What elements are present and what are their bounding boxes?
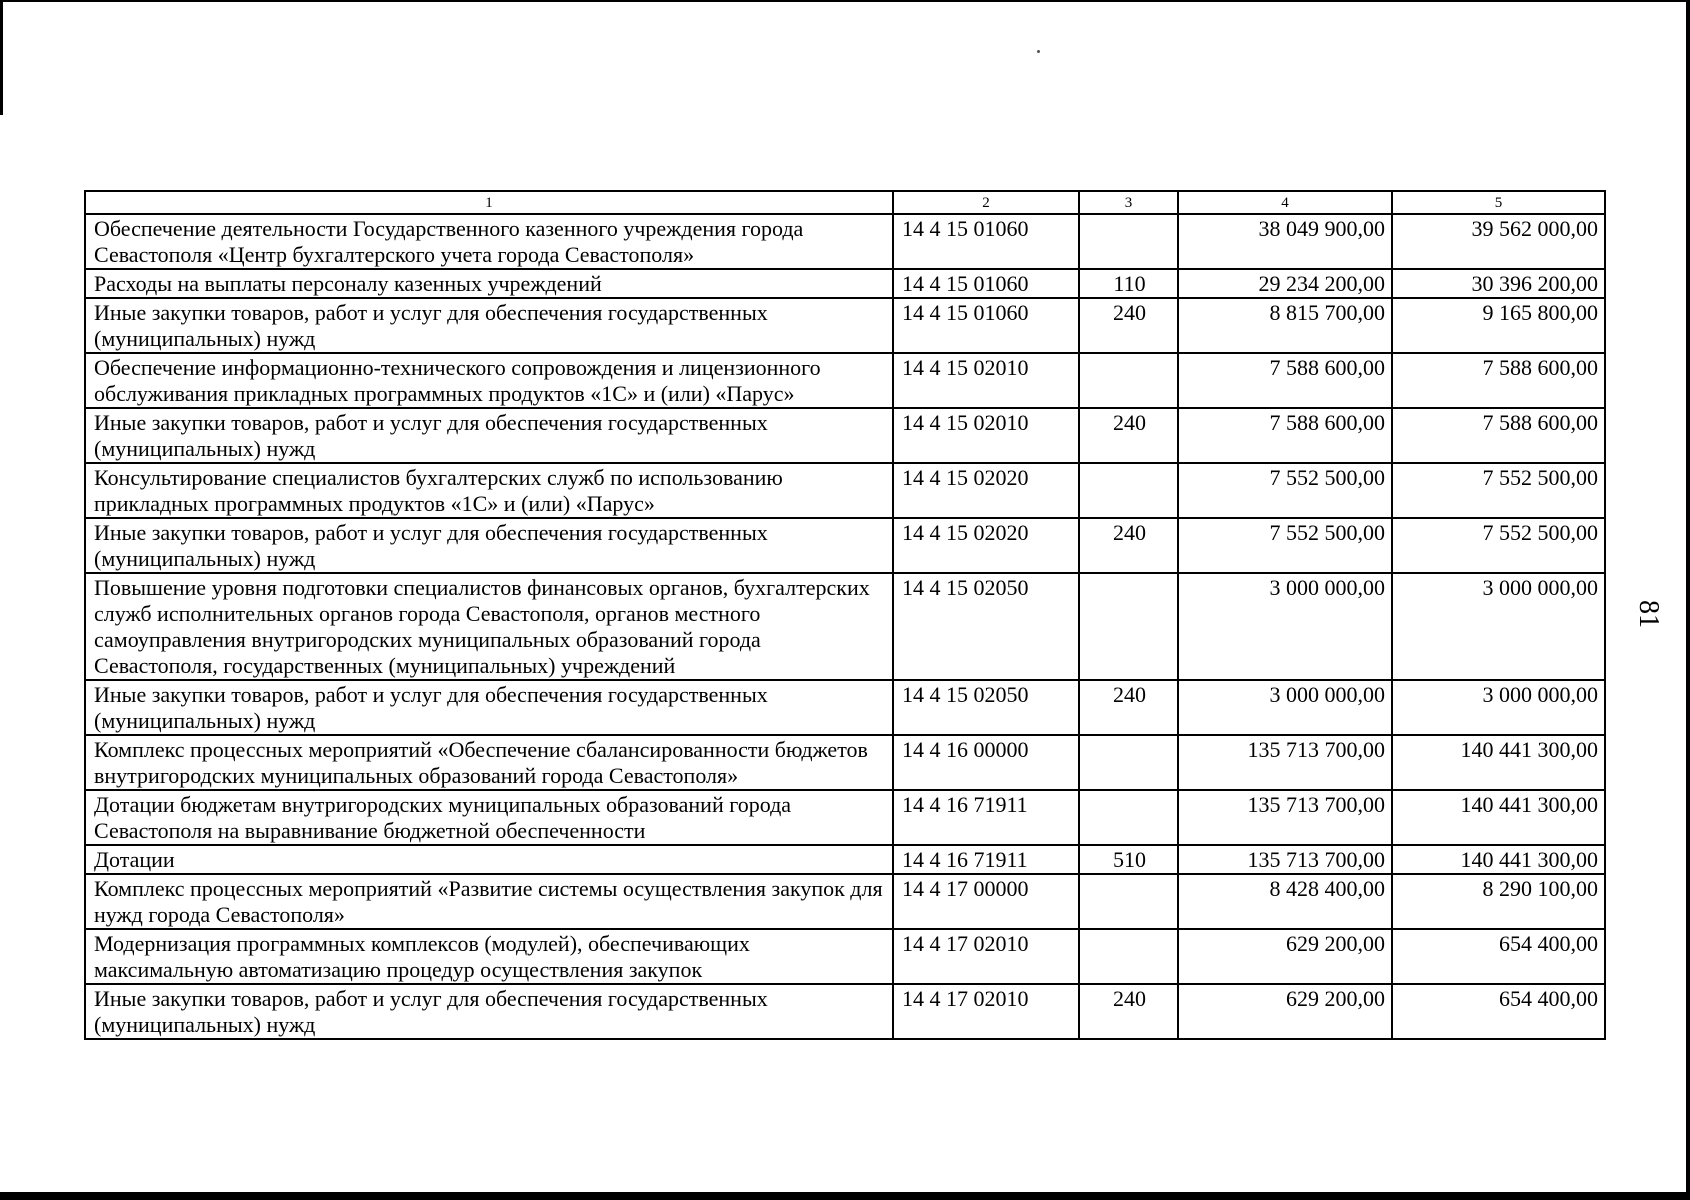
expense-type-code-cell [1079,353,1178,408]
expense-type-code-cell: 240 [1079,680,1178,735]
scan-border-top [0,0,1690,2]
row-name-cell: Комплекс процессных мероприятий «Обеспечение сбалансированности бюджетов внутригородских муниципальных образований города Севастополя» [85,735,893,790]
amount-year1-cell: 7 552 500,00 [1178,463,1392,518]
expense-type-code-cell [1079,790,1178,845]
scan-border-left [0,0,3,115]
table-row [85,874,1605,929]
table-row [85,214,1605,269]
budget-table [84,190,1606,1040]
column-header: 5 [1392,191,1605,214]
table-row [85,269,1605,298]
amount-year1-cell: 7 588 600,00 [1178,353,1392,408]
target-article-code-cell: 14 4 17 02010 [893,984,1079,1039]
expense-type-code-cell: 110 [1079,269,1178,298]
table-row [85,735,1605,790]
expense-type-code-cell [1079,573,1178,680]
column-header: 2 [893,191,1079,214]
column-header: 3 [1079,191,1178,214]
target-article-code-cell: 14 4 16 71911 [893,845,1079,874]
amount-year2-cell: 140 441 300,00 [1392,845,1605,874]
row-name-cell: Иные закупки товаров, работ и услуг для обеспечения государственных (муниципальных) нужд [85,298,893,353]
row-name-cell: Иные закупки товаров, работ и услуг для обеспечения государственных (муниципальных) нужд [85,680,893,735]
amount-year2-cell: 7 588 600,00 [1392,408,1605,463]
amount-year2-cell: 7 588 600,00 [1392,353,1605,408]
amount-year1-cell: 3 000 000,00 [1178,680,1392,735]
header-row [85,191,1605,214]
table-row [85,298,1605,353]
amount-year2-cell: 39 562 000,00 [1392,214,1605,269]
target-article-code-cell: 14 4 15 01060 [893,214,1079,269]
column-header: 4 [1178,191,1392,214]
table-row [85,573,1605,680]
expense-type-code-cell [1079,874,1178,929]
expense-type-code-cell: 240 [1079,984,1178,1039]
expense-type-code-cell: 240 [1079,298,1178,353]
amount-year1-cell: 29 234 200,00 [1178,269,1392,298]
amount-year1-cell: 629 200,00 [1178,929,1392,984]
scan-border-bottom [0,1192,1690,1200]
target-article-code-cell: 14 4 17 00000 [893,874,1079,929]
row-name-cell: Обеспечение деятельности Государственного казенного учреждения города Севастополя «Центр бухгалтерского учета города Севастополя» [85,214,893,269]
table-row [85,463,1605,518]
expense-type-code-cell [1079,735,1178,790]
amount-year2-cell: 30 396 200,00 [1392,269,1605,298]
amount-year2-cell: 7 552 500,00 [1392,518,1605,573]
target-article-code-cell: 14 4 16 00000 [893,735,1079,790]
target-article-code-cell: 14 4 15 02050 [893,573,1079,680]
amount-year2-cell: 140 441 300,00 [1392,735,1605,790]
expense-type-code-cell: 510 [1079,845,1178,874]
column-header: 1 [85,191,893,214]
row-name-cell: Повышение уровня подготовки специалистов финансовых органов, бухгалтерских служб исполнительных органов города Севастополя, органов местного самоуправления внутригородских муниципальных образований города Севастополя, государственных (муниципальных) учреждений [85,573,893,680]
amount-year2-cell: 654 400,00 [1392,929,1605,984]
amount-year2-cell: 8 290 100,00 [1392,874,1605,929]
target-article-code-cell: 14 4 15 02050 [893,680,1079,735]
target-article-code-cell: 14 4 15 02010 [893,353,1079,408]
table-row [85,790,1605,845]
target-article-code-cell: 14 4 16 71911 [893,790,1079,845]
expense-type-code-cell: 240 [1079,518,1178,573]
amount-year2-cell: 654 400,00 [1392,984,1605,1039]
amount-year2-cell: 9 165 800,00 [1392,298,1605,353]
amount-year2-cell: 3 000 000,00 [1392,680,1605,735]
amount-year1-cell: 7 588 600,00 [1178,408,1392,463]
row-name-cell: Консультирование специалистов бухгалтерских служб по использованию прикладных программных продуктов «1С» и (или) «Парус» [85,463,893,518]
expense-type-code-cell [1079,214,1178,269]
table-row [85,518,1605,573]
amount-year2-cell: 3 000 000,00 [1392,573,1605,680]
amount-year1-cell: 135 713 700,00 [1178,790,1392,845]
row-name-cell: Иные закупки товаров, работ и услуг для обеспечения государственных (муниципальных) нужд [85,408,893,463]
table-row [85,680,1605,735]
expense-type-code-cell [1079,463,1178,518]
table-row [85,408,1605,463]
amount-year1-cell: 7 552 500,00 [1178,518,1392,573]
row-name-cell: Иные закупки товаров, работ и услуг для обеспечения государственных (муниципальных) нужд [85,984,893,1039]
target-article-code-cell: 14 4 15 02020 [893,463,1079,518]
amount-year2-cell: 7 552 500,00 [1392,463,1605,518]
amount-year1-cell: 8 428 400,00 [1178,874,1392,929]
target-article-code-cell: 14 4 15 01060 [893,269,1079,298]
table-row [85,984,1605,1039]
amount-year1-cell: 629 200,00 [1178,984,1392,1039]
table-row [85,929,1605,984]
target-article-code-cell: 14 4 15 02020 [893,518,1079,573]
row-name-cell: Модернизация программных комплексов (модулей), обеспечивающих максимальную автоматизацию процедур осуществления закупок [85,929,893,984]
row-name-cell: Дотации бюджетам внутригородских муниципальных образований города Севастополя на выравнивание бюджетной обеспеченности [85,790,893,845]
page-number: 81 [1633,600,1664,628]
amount-year1-cell: 135 713 700,00 [1178,735,1392,790]
amount-year1-cell: 135 713 700,00 [1178,845,1392,874]
expense-type-code-cell: 240 [1079,408,1178,463]
target-article-code-cell: 14 4 17 02010 [893,929,1079,984]
target-article-code-cell: 14 4 15 02010 [893,408,1079,463]
row-name-cell: Обеспечение информационно-технического сопровождения и лицензионного обслуживания прикладных программных продуктов «1С» и (или) «Парус» [85,353,893,408]
row-name-cell: Дотации [85,845,893,874]
table-row [85,845,1605,874]
amount-year2-cell: 140 441 300,00 [1392,790,1605,845]
row-name-cell: Иные закупки товаров, работ и услуг для обеспечения государственных (муниципальных) нужд [85,518,893,573]
row-name-cell: Комплекс процессных мероприятий «Развитие системы осуществления закупок для нужд города Севастополя» [85,874,893,929]
amount-year1-cell: 8 815 700,00 [1178,298,1392,353]
amount-year1-cell: 3 000 000,00 [1178,573,1392,680]
row-name-cell: Расходы на выплаты персоналу казенных учреждений [85,269,893,298]
amount-year1-cell: 38 049 900,00 [1178,214,1392,269]
target-article-code-cell: 14 4 15 01060 [893,298,1079,353]
expense-type-code-cell [1079,929,1178,984]
scan-speck [1037,50,1040,53]
table-row [85,353,1605,408]
scan-border-right [1686,0,1690,1200]
